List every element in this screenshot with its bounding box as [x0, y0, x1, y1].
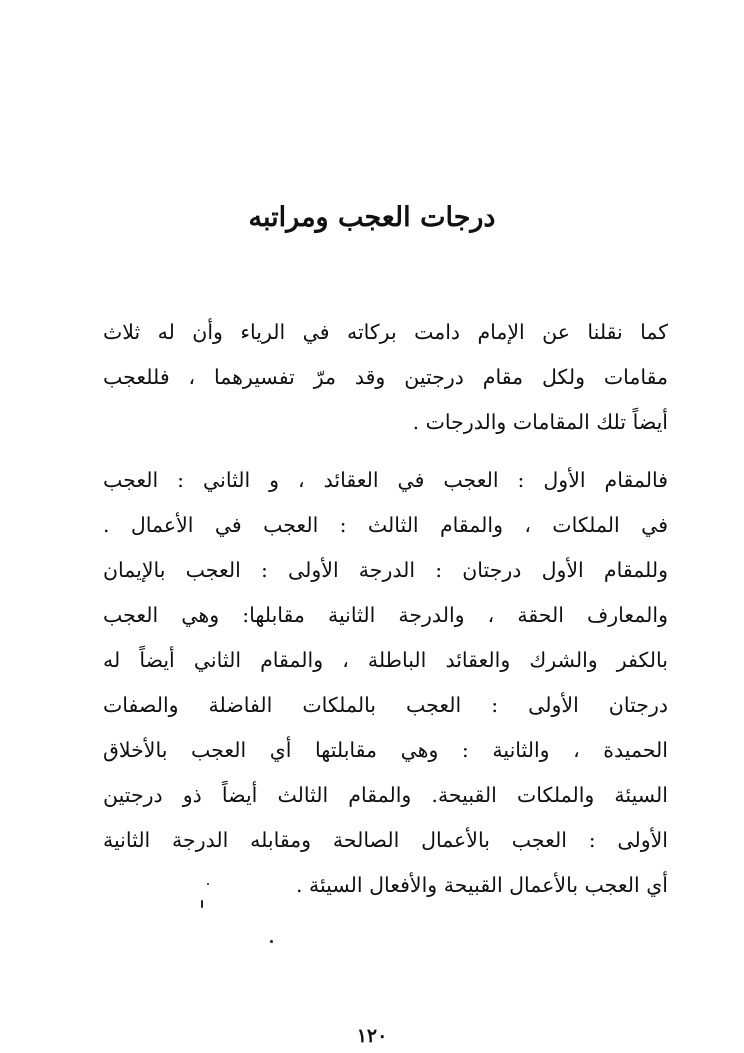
text-line: وللمقام الأول درجتان : الدرجة الأولى : العجب بالإيمان	[103, 558, 668, 582]
text-line: فالمقام الأول : العجب في العقائد ، و الثاني : العجب	[103, 468, 668, 492]
text-line: كما نقلنا عن الإمام دامت بركاته في الرياء وأن له ثلاث	[103, 320, 668, 344]
text-line: السيئة والملكات القبيحة. والمقام الثالث أيضاً ذو درجتين	[103, 783, 668, 807]
text-line: أي العجب بالأعمال القبيحة والأفعال السيئة .	[295, 873, 668, 897]
text-line: درجتان الأولى : العجب بالملكات الفاضلة والصفات	[103, 693, 668, 717]
text-line: في الملكات ، والمقام الثالث : العجب في الأعمال .	[103, 513, 668, 537]
text-line: أيضاً تلك المقامات والدرجات .	[412, 410, 668, 434]
scan-speck	[207, 883, 209, 885]
text-line: والمعارف الحقة ، والدرجة الثانية مقابلها: وهي العجب	[103, 603, 668, 627]
page-title: درجات العجب ومراتبه	[248, 202, 496, 233]
text-line: الأولى : العجب بالأعمال الصالحة ومقابله الدرجة الثانية	[103, 828, 668, 852]
paragraph	[103, 310, 668, 445]
paragraph-1	[103, 310, 668, 445]
page-number: ١٢٠	[356, 1025, 388, 1047]
scan-speck	[270, 940, 273, 943]
scan-speck	[201, 900, 203, 908]
text-line: الحميدة ، والثانية : وهي مقابلتها أي العجب بالأخلاق	[103, 738, 668, 762]
text-line: مقامات ولكل مقام درجتين وقد مرّ تفسيرهما ، فللعجب	[103, 365, 668, 389]
text-line: بالكفر والشرك والعقائد الباطلة ، والمقام الثاني أيضاً له	[103, 648, 668, 672]
paragraph	[103, 458, 668, 908]
paragraph-2	[103, 458, 668, 908]
